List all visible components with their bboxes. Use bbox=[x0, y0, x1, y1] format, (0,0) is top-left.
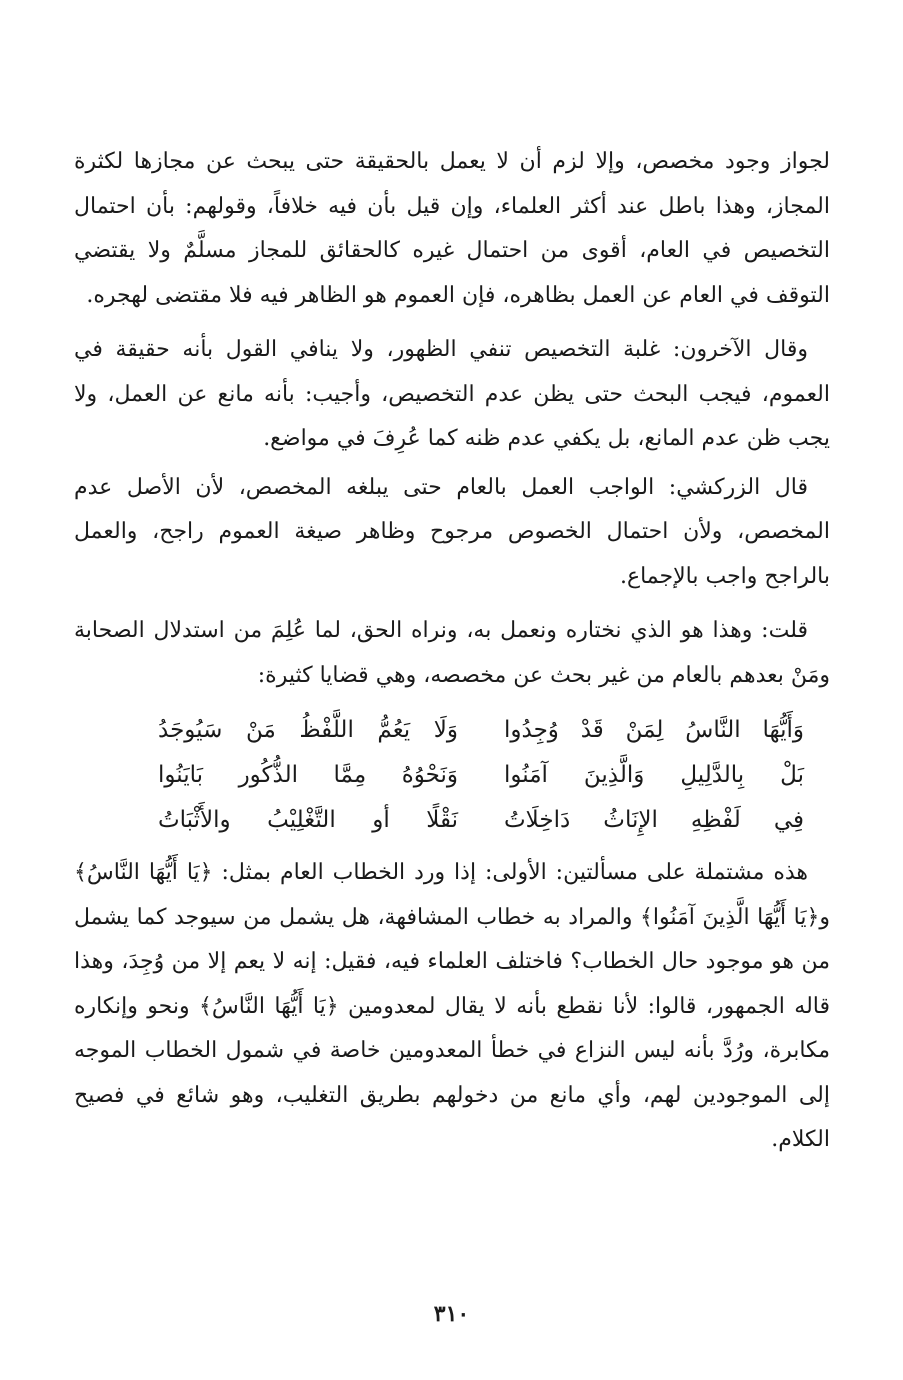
poem-second-hemistich: نَقْلًا أو التَّغْلِيْبُ والأَثْبَاتُ bbox=[158, 807, 458, 833]
poem-first-hemistich: وَأَيُّهَا النَّاسُ لِمَنْ قَدْ وُجِدُوا bbox=[504, 717, 804, 743]
poem-first-hemistich: بَلْ بِالدَّلِيلِ وَالَّذِينَ آمَنُوا bbox=[504, 762, 804, 788]
poem-first-hemistich: فِي لَفْظِهِ الإِنَاثُ دَاخِلَاتُ bbox=[504, 807, 804, 833]
paragraph-1: لجواز وجود مخصص، وإلا لزم أن لا يعمل بالحقيقة حتى يبحث عن مجازها لكثرة المجاز، وهذا باطل عند أكثر العلماء، وإن قيل بأن فيه خلافاً، وقولهم: بأن احتمال التخصيص في العام، أقوى من احتمال غيره كالحقائق للمجاز مسلَّمٌ ولا يقتضي التوقف في العام عن العمل بظاهره، فإن العموم هو الظاهر فيه فلا مقتضى لهجره. bbox=[74, 149, 830, 308]
poem-second-hemistich: وَنَحْوُهُ مِمَّا الذُّكُور بَايَنُوا bbox=[158, 762, 458, 788]
paragraph-2: وقال الآخرون: غلبة التخصيص تنفي الظهور، ولا ينافي القول بأنه حقيقة في العموم، فيجب البحث حتى يظن عدم التخصيص، وأجيب: بأنه مانع عن العمل، ولا يجب ظن عدم المانع، بل يكفي عدم ظنه كما عُرِفَ في مواضع. bbox=[74, 337, 830, 451]
page-body bbox=[74, 140, 830, 1163]
paragraph-5: هذه مشتملة على مسألتين: الأولى: إذا ورد الخطاب العام بمثل: ﴿يَا أَيُّهَا النَّاسُ﴾ و﴿يَا أَيُّهَا الَّذِينَ آمَنُوا﴾ والمراد به خطاب المشافهة، هل يشمل من سيوجد كما يشمل من هو موجود حال الخطاب؟ فاختلف العلماء فيه، فقيل: إنه لا يعم إلا من وُجِدَ، وهذا قاله الجمهور، قالوا: لأنا نقطع بأنه لا يقال لمعدومين ﴿يَا أَيُّهَا النَّاسُ﴾ ونحو وإنكاره مكابرة، ورُدَّ بأنه ليس النزاع في خطأ المعدومين خاصة في شمول الخطاب الموجه إلى الموجودين لهم، وأي مانع من دخولهم بطريق التغليب، وهو شائع في فصيح الكلام. bbox=[74, 860, 830, 1152]
poem-second-hemistich: وَلَا يَعُمُّ اللَّفْظُ مَنْ سَيُوجَدُ bbox=[158, 717, 458, 743]
poem-verse bbox=[74, 798, 804, 843]
page-number: ٣١٠ bbox=[433, 1301, 470, 1327]
poem bbox=[74, 708, 830, 843]
poem-verse bbox=[74, 753, 804, 798]
poem-verse bbox=[74, 708, 804, 753]
paragraph-4: قلت: وهذا هو الذي نختاره ونعمل به، ونراه الحق، لما عُلِمَ من استدلال الصحابة ومَنْ بعدهم بالعام من غير بحث عن مخصصه، وهي قضايا كثيرة: bbox=[74, 618, 830, 688]
paragraph-3: قال الزركشي: الواجب العمل بالعام حتى يبلغه المخصص، لأن الأصل عدم المخصص، ولأن احتمال الخصوص مرجوح وظاهر صيغة العموم راجح، والعمل بالراجح واجب بالإجماع. bbox=[74, 474, 830, 589]
